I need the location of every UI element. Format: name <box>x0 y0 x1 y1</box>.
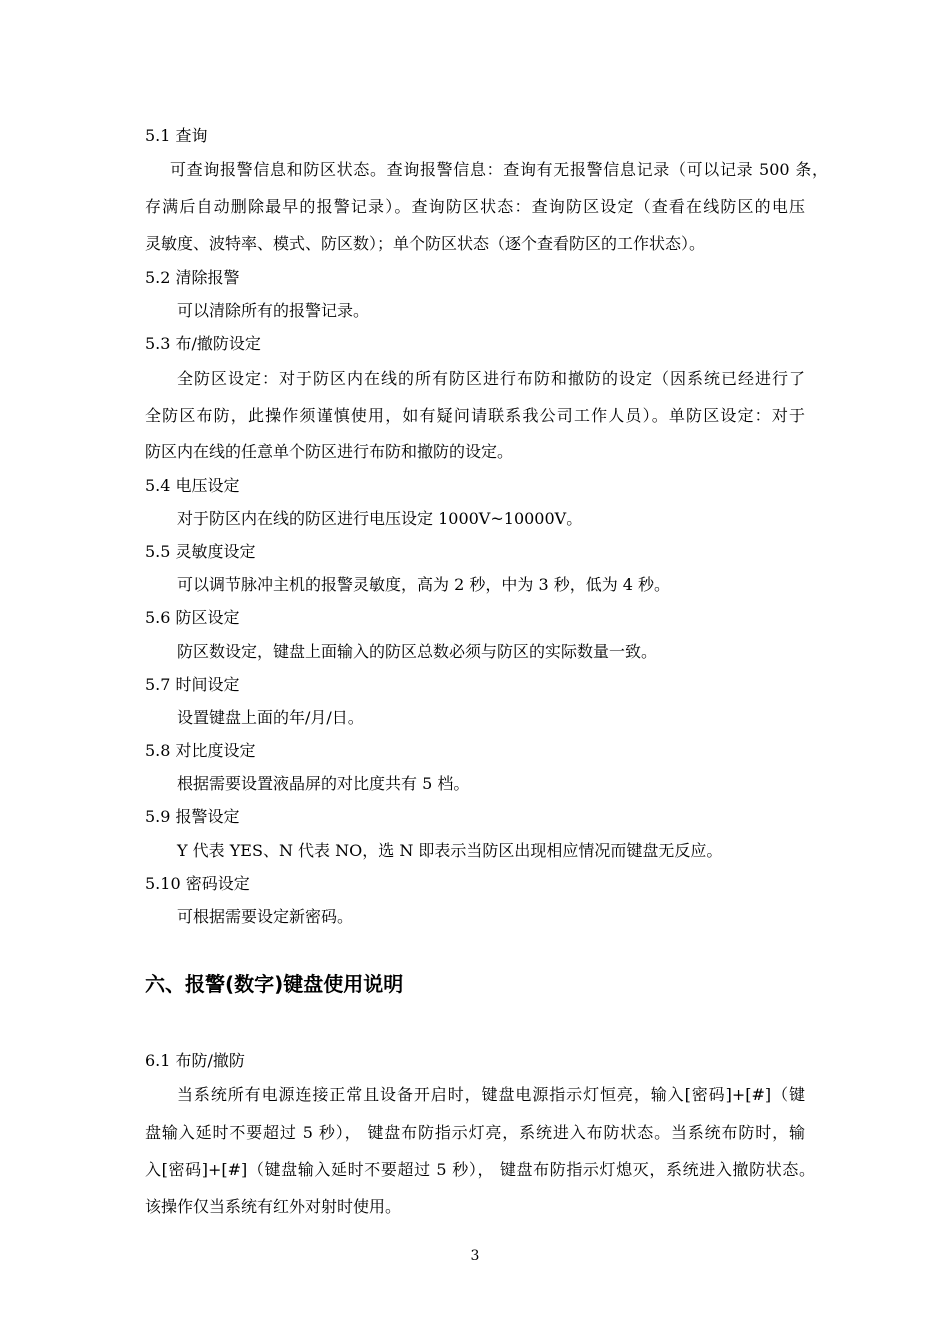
section-5-3-line-2: 全防区布防，此操作须谨慎使用，如有疑问请联系我公司工作人员）。单防区设定：对于 <box>145 406 805 425</box>
section-5-5-heading: 5.5 灵敏度设定 <box>145 542 256 561</box>
section-5-1-line-2: 存满后自动删除最早的报警记录）。查询防区状态：查询防区设定（查看在线防区的电压 <box>145 197 805 216</box>
section-5-7-heading: 5.7 时间设定 <box>145 675 240 694</box>
section-5-8-heading: 5.8 对比度设定 <box>145 741 256 760</box>
section-5-1-line-1: 可查询报警信息和防区状态。查询报警信息：查询有无报警信息记录（可以记录 500 条， <box>170 160 828 179</box>
section-5-10-text: 可根据需要设定新密码。 <box>177 907 354 926</box>
section-5-6-text: 防区数设定，键盘上面输入的防区总数必须与防区的实际数量一致。 <box>177 642 658 661</box>
section-5-10-heading: 5.10 密码设定 <box>145 874 250 893</box>
section-6-1-heading: 6.1 布防/撤防 <box>145 1051 245 1070</box>
section-5-1-line-3: 灵敏度、波特率、模式、防区数）；单个防区状态（逐个查看防区的工作状态）。 <box>145 234 706 253</box>
section-6-1-line-3: 入[密码]+[#]（键盘输入延时不要超过 5 秒）， 键盘布防指示灯熄灭，系统进入撤防状态。 <box>145 1160 815 1179</box>
page-number: 3 <box>470 1248 480 1264</box>
section-5-9-text: Y 代表 YES、N 代表 NO，选 N 即表示当防区出现相应情况而键盘无反应。 <box>177 841 723 860</box>
section-5-6-heading: 5.6 防区设定 <box>145 608 240 627</box>
section-5-3-line-3: 防区内在线的任意单个防区进行布防和撤防的设定。 <box>145 442 514 461</box>
section-5-4-text: 对于防区内在线的防区进行电压设定 1000V~10000V。 <box>177 509 583 528</box>
section-5-2-text: 可以清除所有的报警记录。 <box>177 301 370 320</box>
section-6-1-line-4: 该操作仅当系统有红外对射时使用。 <box>145 1197 402 1216</box>
section-6-1-line-2: 盘输入延时不要超过 5 秒）， 键盘布防指示灯亮，系统进入布防状态。当系统布防时，输 <box>145 1123 805 1142</box>
section-5-9-heading: 5.9 报警设定 <box>145 807 240 826</box>
section-5-3-heading: 5.3 布/撤防设定 <box>145 334 261 353</box>
chapter-6-title: 六、报警(数字)键盘使用说明 <box>145 972 404 996</box>
section-5-2-heading: 5.2 清除报警 <box>145 268 240 287</box>
section-6-1-line-1: 当系统所有电源连接正常且设备开启时，键盘电源指示灯恒亮，输入[密码]+[#]（键 <box>177 1085 805 1104</box>
section-5-7-text: 设置键盘上面的年/月/日。 <box>177 708 364 727</box>
section-5-3-line-1: 全防区设定：对于防区内在线的所有防区进行布防和撤防的设定（因系统已经进行了 <box>177 369 805 388</box>
section-5-4-heading: 5.4 电压设定 <box>145 476 240 495</box>
section-5-8-text: 根据需要设置液晶屏的对比度共有 5 档。 <box>177 774 470 793</box>
section-5-1-heading: 5.1 查询 <box>145 126 208 145</box>
section-5-5-text: 可以调节脉冲主机的报警灵敏度，高为 2 秒，中为 3 秒，低为 4 秒。 <box>177 575 671 594</box>
